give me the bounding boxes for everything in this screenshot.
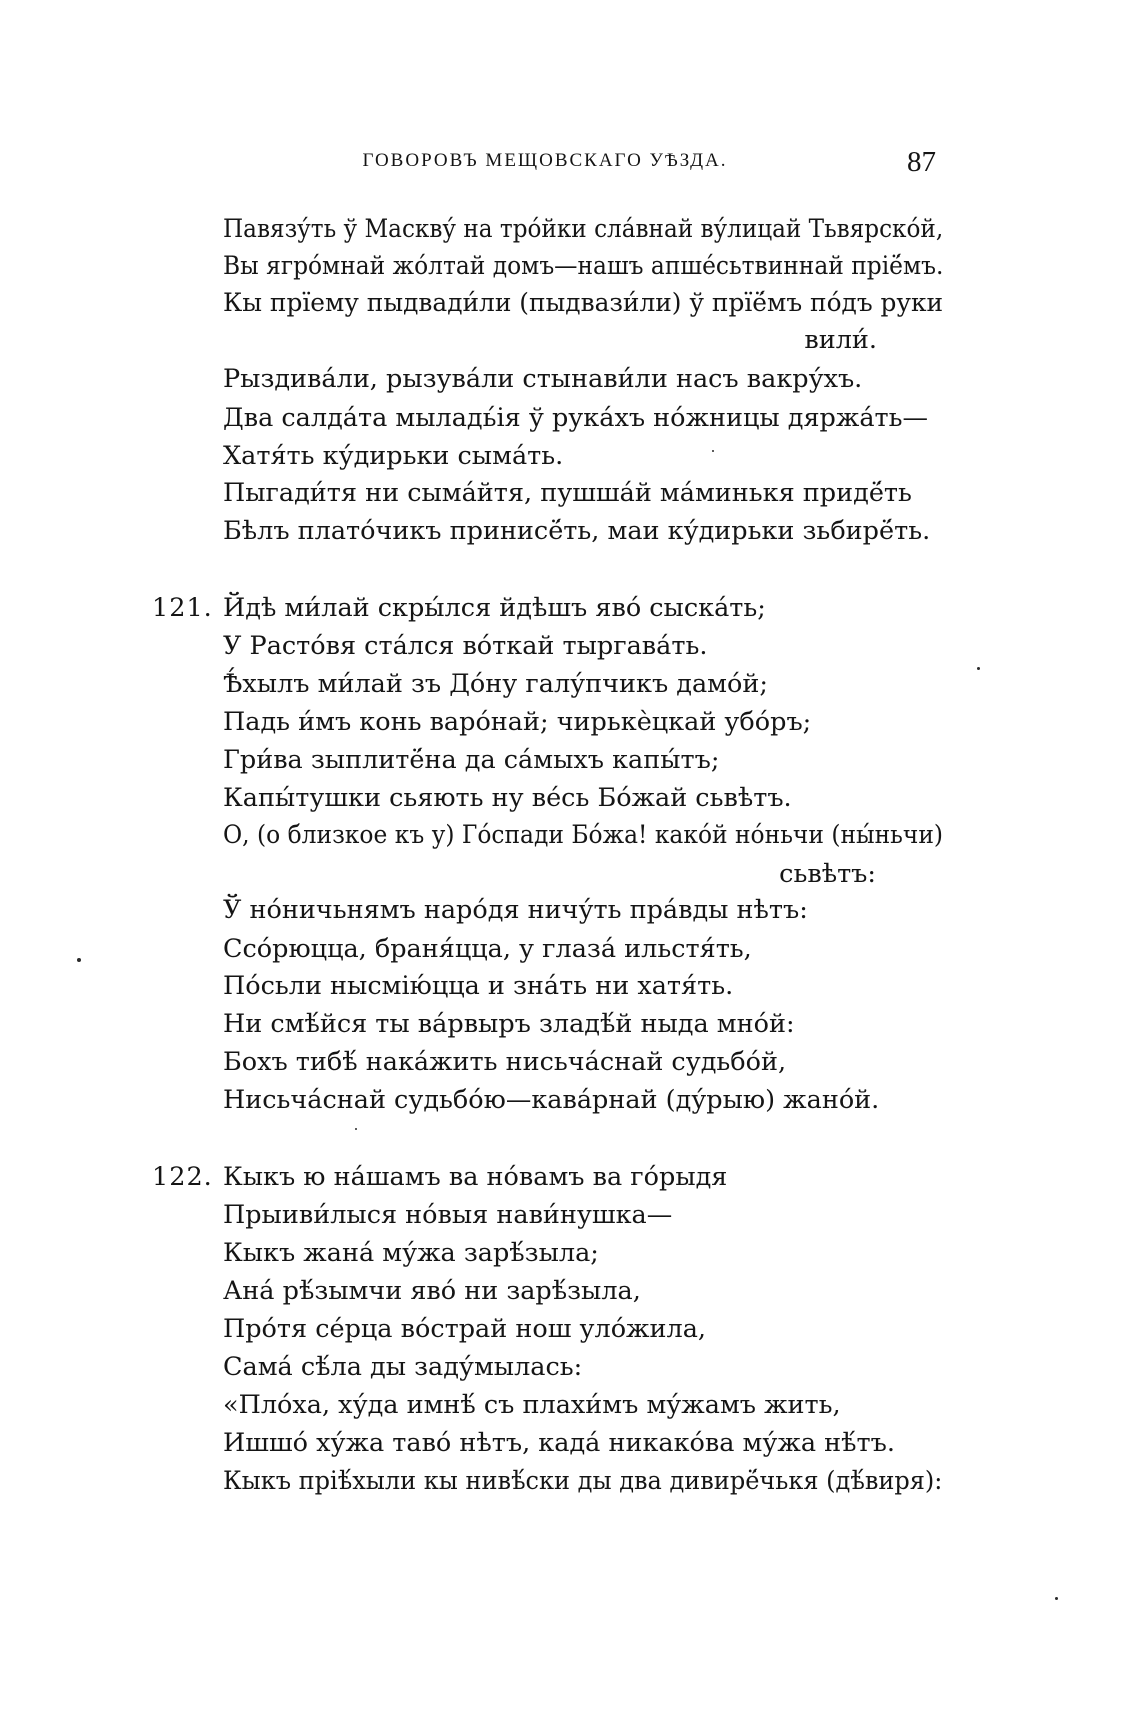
verse-line: Павязу́ть ў Маскву́ на тро́йки сла́внай ву́лицай Тьвярско́й, [223,214,944,244]
verse-line: Нисьча́снай судьбо́ю—кава́рнай (ду́рыю) жано́й. [223,1085,880,1115]
verse-line: «Пло́ха, ху́да имнѣ́ съ плахи́мъ му́жамъ жить, [223,1390,841,1420]
verse-line: Хатя́ть ку́дирьки сыма́ть. [223,441,564,471]
verse-line: Прыиви́лыся но́выя нави́нушка— [223,1200,673,1230]
verse-line: Два салда́та мыладь́ія ў рука́хъ но́жницы дяржа́ть— [223,403,929,433]
page-number: 87 [907,146,936,178]
verse-line: По́сьли нысмiю́цца и зна́ть ни хатя́ть. [223,971,734,1001]
page-header [150,146,940,186]
verse-line: Про́тя се́рца во́страй нош уло́жила, [223,1314,707,1344]
poem-number: 122. [152,1162,213,1192]
verse-line: Ѣ́хылъ ми́лай зъ До́ну галу́пчикъ дамо́й; [223,669,768,699]
verse-line: Кыкъ ю на́шамъ ва но́вамъ ва го́рыдя [223,1162,728,1192]
running-head: ГОВОРОВЪ МЕЩОВСКАГО УѢЗДА. [362,150,728,171]
verse-line: О, (о близкое къ у) Го́спади Бо́жа! како́й но́ньчи (ны́ньчи) [223,820,944,850]
verse-line: Йдѣ ми́лай скры́лся йдѣшъ яво́ сыска́ть; [223,593,766,623]
verse-line: Ана́ рѣ́зымчи яво́ ни зарѣ́зыла, [223,1276,641,1306]
verse-line: Кыкъ жана́ му́жа зарѣ́зыла; [223,1238,599,1268]
verse-line: Падь и́мъ конь варо́най; чирькѐцкай убо́ръ; [223,707,812,737]
scan-speck [77,958,81,962]
verse-line: У Расто́вя ста́лся во́ткай тыргава́ть. [223,631,708,661]
verse-line-turnover: вили́. [804,325,877,355]
verse-line: Вы ягро́мнай жо́лтай домъ—нашъ апше́сьтвиннай прiё́мъ. [223,251,944,281]
scan-speck [1055,1597,1058,1600]
scan-speck [977,667,980,670]
scan-speck [712,450,714,452]
verse-line: Бохъ тибѣ́ нака́жить нисьча́снай судьбо́й, [223,1047,787,1077]
verse-line: Пыгади́тя ни сыма́йтя, пушша́й ма́минькя придё́ть [223,478,912,508]
verse-line: Ни смѣ́йся ты ва́рвыръ зладѣ́й ныда мно́й: [223,1009,795,1039]
verse-line: Ишшо́ ху́жа таво́ нѣтъ, када́ никако́ва му́жа нѣ́тъ. [223,1428,895,1458]
poem-number: 121. [152,593,213,623]
verse-line: Сама́ сѣ́ла ды заду́мылась: [223,1352,583,1382]
verse-line: Рыздива́ли, рызува́ли стынави́ли насъ вакру́хъ. [223,364,863,394]
verse-line: Кы прïему пыдвади́ли (пыдвази́ли) ў прïё́мъ по́дъ руки [223,288,944,318]
verse-line: Бѣлъ плато́чикъ принисё́ть, маи ку́дирьки зьбирё́ть. [223,516,931,546]
verse-line: Ссо́рюцца, браня́цца, у глаза́ ильстя́ть, [223,934,752,964]
verse-line-turnover: сьвѣтъ: [779,859,876,889]
verse-line: Ў но́ничьнямъ наро́дя ничу́ть пра́вды нѣтъ: [223,895,808,925]
verse-line: Гри́ва зыплитё́на да са́мыхъ капы́тъ; [223,745,720,775]
verse-line: Кыкъ прiѣ́хыли кы нивѣ́ски ды два дивирё́чькя (дѣ́виря): [223,1466,943,1496]
scan-speck [355,1128,357,1130]
verse-line: Капы́тушки сьяють ну ве́сь Бо́жай сьвѣтъ. [223,783,792,813]
